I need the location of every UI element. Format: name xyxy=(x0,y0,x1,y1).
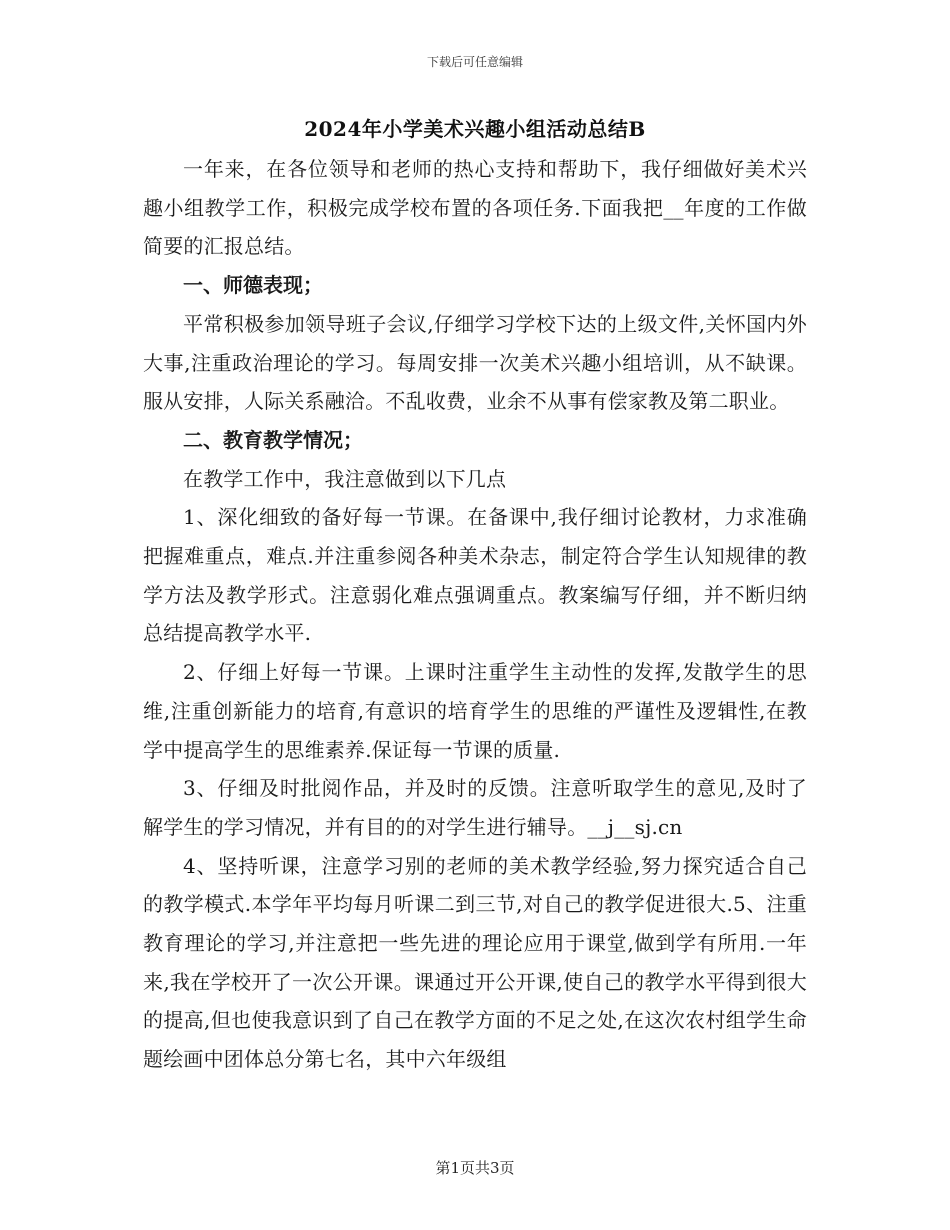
ethics-paragraph: 平常积极参加领导班子会议,仔细学习学校下达的上级文件,关怀国内外大事,注重政治理论的学习。每周安排一次美术兴趣小组培训，从不缺课。服从安排，人际关系融洽。不乱收费，业余不从事有偿家教及第二职业。 xyxy=(143,311,807,414)
document-title: 2024年小学美术兴趣小组活动总结B xyxy=(304,117,646,141)
header-note: 下载后可任意编辑 xyxy=(426,55,523,69)
section-heading-teaching: 二、教育教学情况； xyxy=(183,427,363,452)
teaching-intro-paragraph: 在教学工作中，我注意做到以下几点 xyxy=(183,466,507,491)
page-number-footer: 第1页共3页 xyxy=(435,1159,515,1177)
section-heading-ethics: 一、师德表现； xyxy=(183,273,323,298)
teaching-point-2: 2、仔细上好每一节课。上课时注重学生主动性的发挥,发散学生的思维,注重创新能力的培育,有意识的培育学生的思维的严谨性及逻辑性,在教学中提高学生的思维素养.保证每一节课的质量. xyxy=(143,660,807,762)
teaching-point-3: 3、仔细及时批阅作品，并及时的反馈。注意听取学生的意见,及时了解学生的学习情况，并有目的的对学生进行辅导。__j__sj.cn xyxy=(143,776,807,839)
teaching-point-1: 1、深化细致的备好每一节课。在备课中,我仔细讨论教材，力求准确把握难重点，难点.并注重参阅各种美术杂志，制定符合学生认知规律的教学方法及教学形式。注意弱化难点强调重点。教案编写仔细，并不断归纳总结提高教学水平. xyxy=(143,505,807,646)
document-body xyxy=(143,150,807,1079)
intro-paragraph: 一年来，在各位领导和老师的热心支持和帮助下，我仔细做好美术兴趣小组教学工作，积极完成学校布置的各项任务.下面我把__年度的工作做简要的汇报总结。 xyxy=(143,157,807,259)
teaching-point-4: 4、坚持听课，注意学习别的老师的美术教学经验,努力探究适合自己的教学模式.本学年平均每月听课二到三节,对自己的教学促进很大.5、注重教育理论的学习,并注意把一些先进的理论应用于课堂,做到学有所用.一年来,我在学校开了一次公开课。课通过开公开课,使自己的教学水平得到很大的提高,但也使我意识到了自己在教学方面的不足之处,在这次农村组学生命题绘画中团体总分第七名，其中六年级组 xyxy=(143,853,807,1072)
